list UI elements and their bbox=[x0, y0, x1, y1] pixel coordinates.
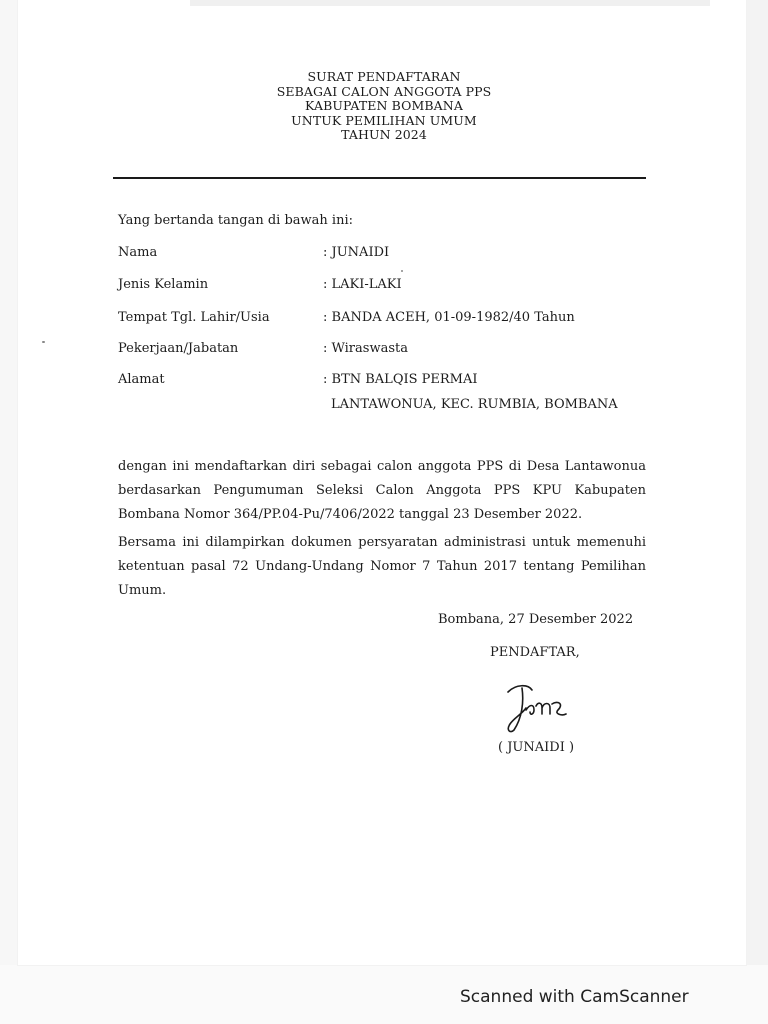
paragraph-line: ketentuan pasal 72 Undang-Undang Nomor 7 Tahun 2017 tentang Pemilihan bbox=[118, 559, 646, 574]
document-title bbox=[0, 70, 768, 143]
title-line: SEBAGAI CALON ANGGOTA PPS bbox=[276, 83, 492, 99]
camscanner-watermark: Scanned with CamScanner bbox=[460, 987, 689, 1007]
field-value-nama: : JUNAIDI bbox=[323, 245, 390, 260]
handwritten-signature bbox=[502, 678, 572, 738]
field-value-jenis-kelamin: : LAKI-LAKI bbox=[323, 277, 402, 292]
paragraph-line: berdasarkan Pengumuman Seleksi Calon Anggota PPS KPU Kabupaten bbox=[118, 483, 646, 498]
place-date: Bombana, 27 Desember 2022 bbox=[438, 612, 634, 627]
title-line: KABUPATEN BOMBANA bbox=[305, 98, 463, 114]
title-line: UNTUK PEMILIHAN UMUM bbox=[291, 112, 477, 128]
field-label-pekerjaan: Pekerjaan/Jabatan bbox=[118, 341, 239, 356]
field-label-nama: Nama bbox=[118, 245, 158, 260]
title-divider bbox=[113, 177, 646, 179]
registration-paragraph bbox=[118, 455, 646, 527]
scan-edge-right bbox=[746, 0, 768, 965]
field-label-tempat-tgl-lahir: Tempat Tgl. Lahir/Usia bbox=[118, 310, 270, 325]
field-label-alamat: Alamat bbox=[118, 372, 165, 387]
signer-name: ( JUNAIDI ) bbox=[498, 740, 575, 755]
intro-text: Yang bertanda tangan di bawah ini: bbox=[118, 213, 353, 228]
paragraph-line: Bombana Nomor 364/PP.04-Pu/7406/2022 tanggal 23 Desember 2022. bbox=[118, 507, 583, 522]
field-value-pekerjaan: : Wiraswasta bbox=[323, 341, 408, 356]
paper-fold-shadow bbox=[190, 0, 710, 6]
scan-edge-left bbox=[0, 0, 18, 965]
field-value-alamat: : BTN BALQIS PERMAI bbox=[323, 372, 478, 387]
field-value-alamat-line2: LANTAWONUA, KEC. RUMBIA, BOMBANA bbox=[331, 397, 618, 412]
paragraph-line: Bersama ini dilampirkan dokumen persyaratan administrasi untuk memenuhi bbox=[118, 535, 646, 550]
signer-role: PENDAFTAR, bbox=[490, 645, 580, 660]
attachment-paragraph bbox=[118, 531, 646, 603]
field-value-tempat-tgl-lahir: : BANDA ACEH, 01-09-1982/40 Tahun bbox=[323, 310, 575, 325]
title-line: SURAT PENDAFTARAN bbox=[307, 69, 461, 84]
scan-speck bbox=[42, 341, 45, 343]
paragraph-line: Umum. bbox=[118, 583, 167, 598]
field-label-jenis-kelamin: Jenis Kelamin bbox=[118, 277, 209, 292]
scan-speck bbox=[401, 270, 403, 272]
title-line: TAHUN 2024 bbox=[341, 127, 427, 143]
paragraph-line: dengan ini mendaftarkan diri sebagai calon anggota PPS di Desa Lantawonua bbox=[118, 459, 646, 474]
